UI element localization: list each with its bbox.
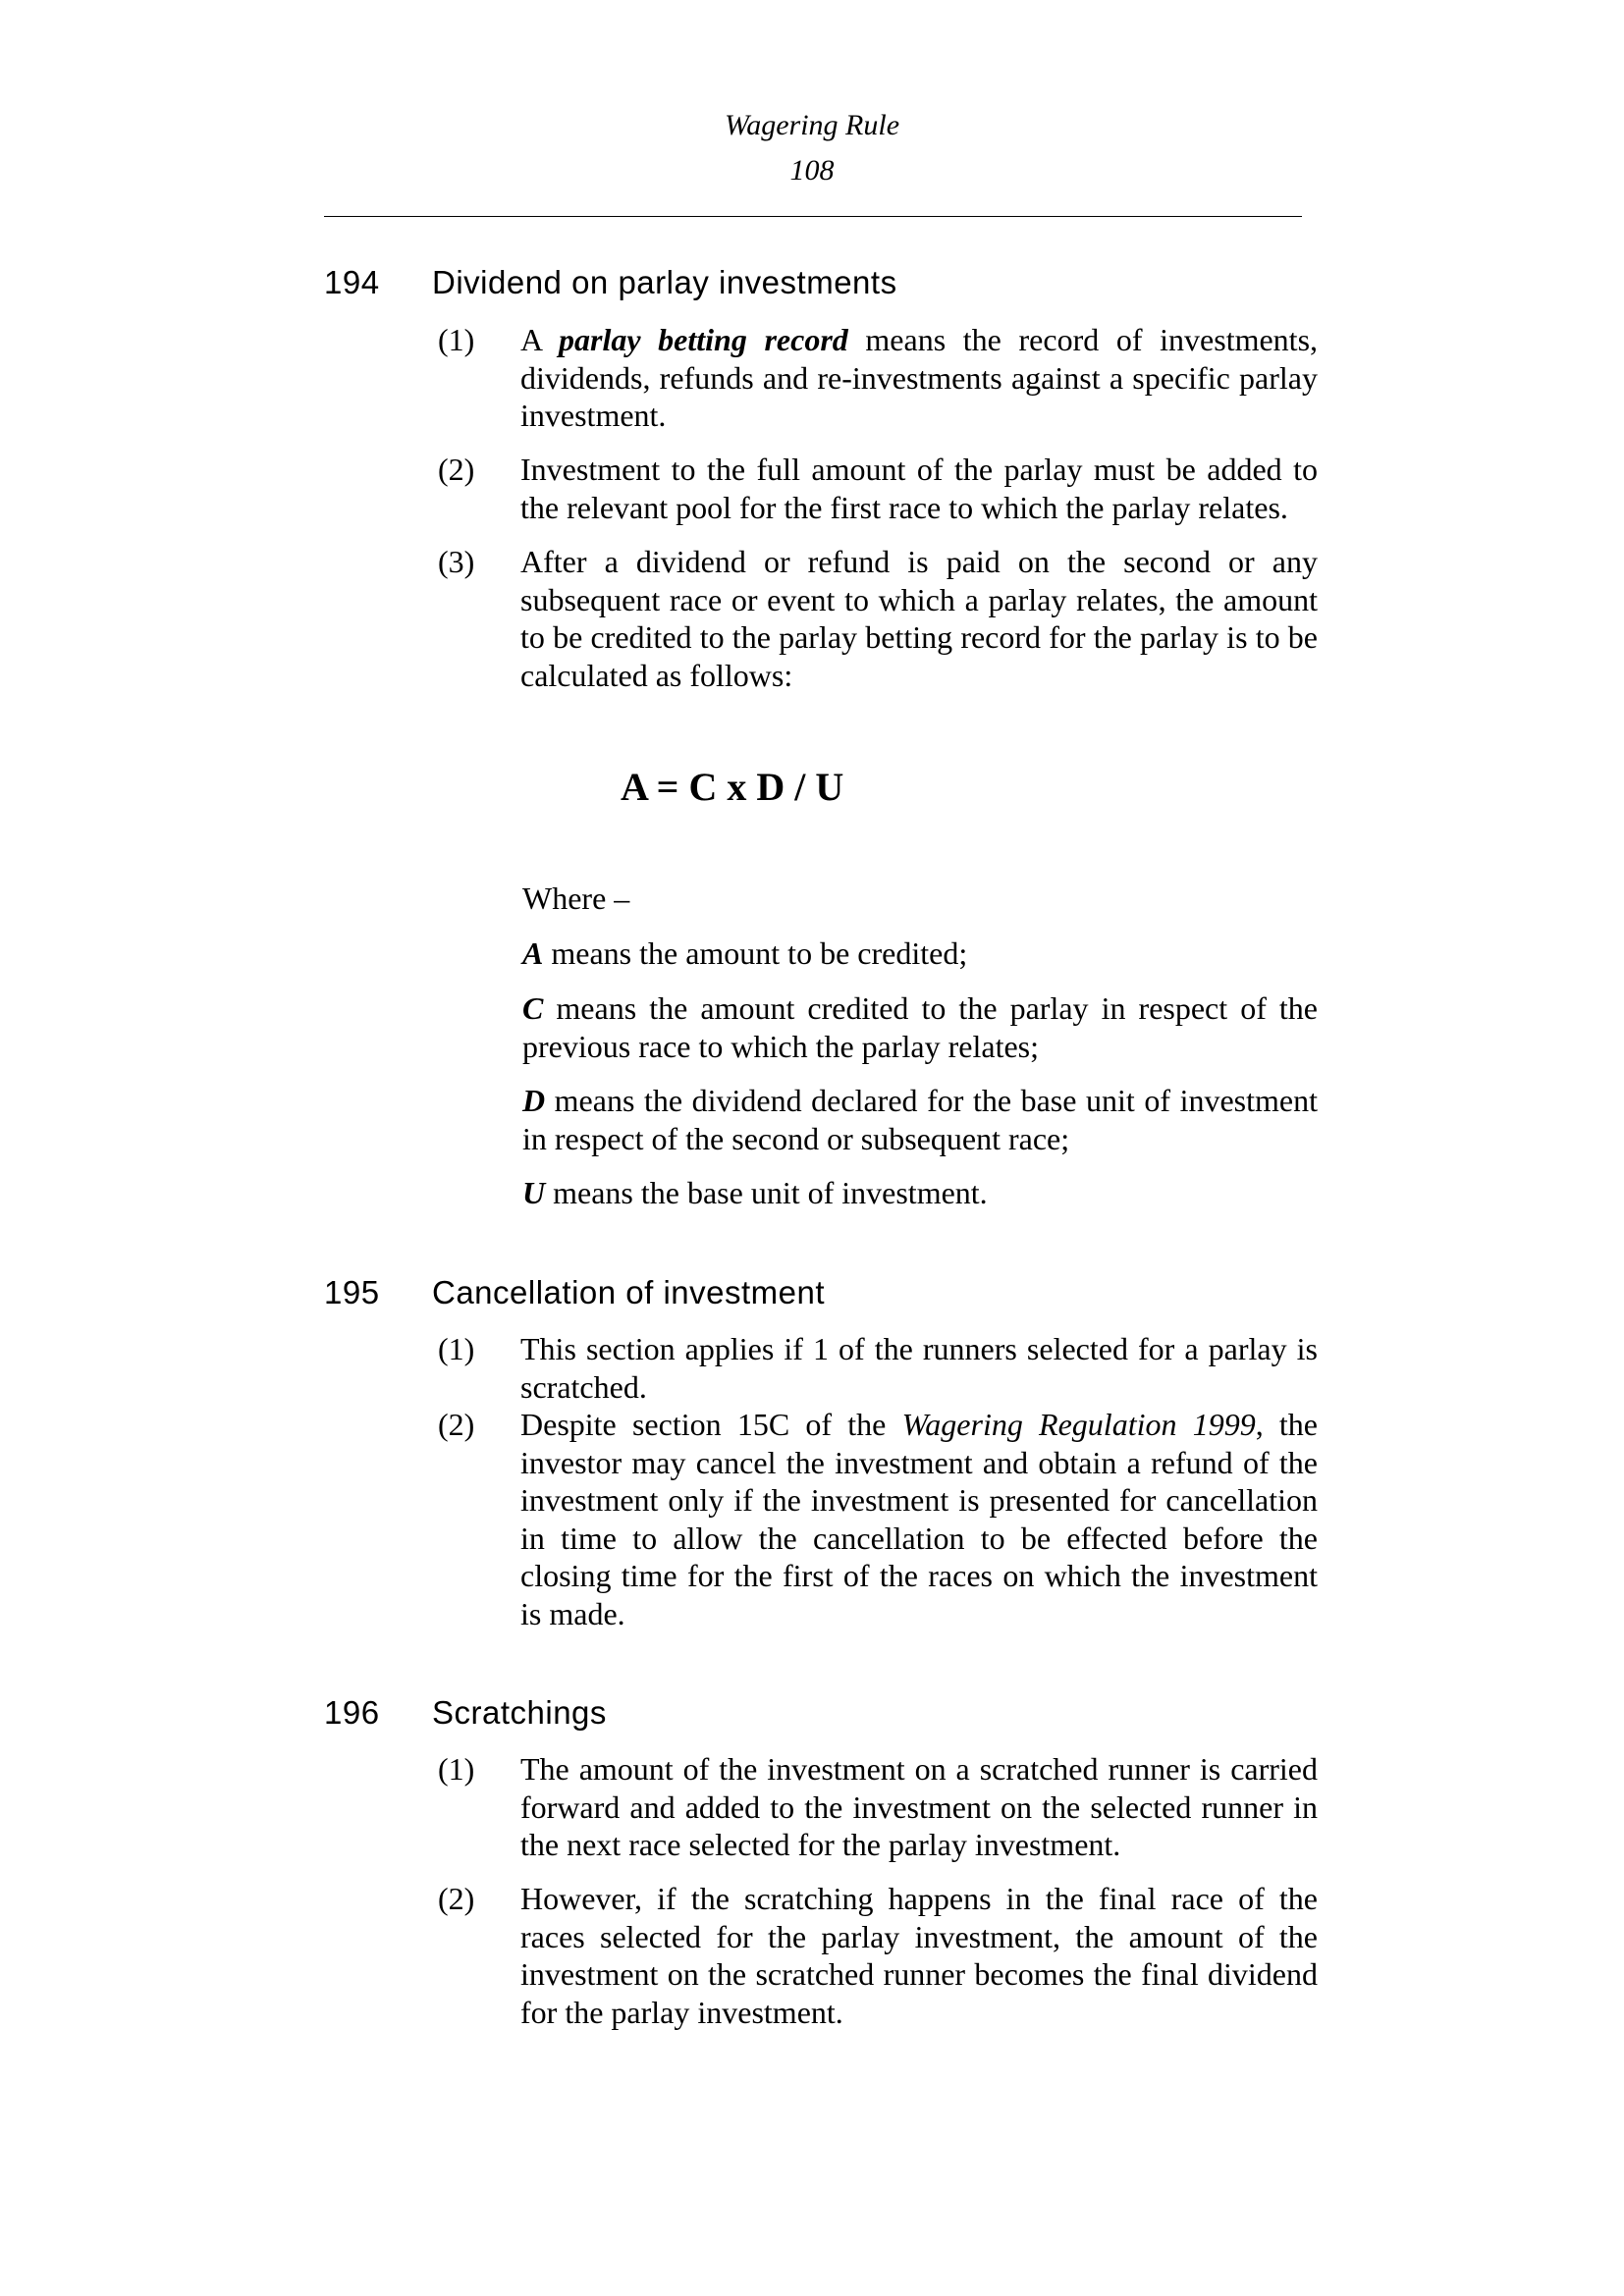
- paragraph-text: Investment to the full amount of the parlay must be added to the relevant pool for the first race to which the parlay relates.: [520, 452, 1318, 525]
- formula: A = C x D / U: [621, 765, 844, 809]
- citation: Wagering Regulation 1999: [901, 1407, 1256, 1442]
- page-number: 108: [789, 154, 835, 187]
- paragraph-number: (3): [438, 544, 475, 579]
- paragraph-195-2: [438, 1406, 1318, 1632]
- definition-text: means the dividend declared for the base unit of investment in respect of the second or subsequent race;: [522, 1083, 1318, 1156]
- definition-c: [522, 989, 1318, 1065]
- text-run: A: [520, 322, 559, 357]
- header-rule: [324, 216, 1302, 217]
- paragraph-number: (2): [438, 1881, 475, 1916]
- section-number: 194: [324, 264, 380, 300]
- paragraph-text: [520, 321, 1318, 435]
- paragraph-text: After a dividend or refund is paid on the second or any subsequent race or event to which a parlay relates, the amount to be credited to the parlay betting record for the parlay is to be calculated as follows:: [520, 544, 1318, 693]
- paragraph-text: The amount of the investment on a scratched runner is carried forward and added to the investment on the selected runner in the next race selected for the parlay investment.: [520, 1751, 1318, 1862]
- section-title: Dividend on parlay investments: [432, 264, 897, 300]
- paragraph-196-2: [438, 1880, 1318, 2031]
- where-label: Where –: [522, 881, 630, 916]
- section-number: 196: [324, 1694, 380, 1731]
- definition-d: [522, 1082, 1318, 1157]
- paragraph-196-1: [438, 1750, 1318, 1864]
- paragraph-number: (1): [438, 322, 475, 357]
- paragraph-194-2: [438, 451, 1318, 526]
- running-head-title: Wagering Rule: [724, 109, 900, 141]
- paragraph-194-1: [438, 321, 1318, 435]
- section-title: Scratchings: [432, 1694, 607, 1731]
- paragraph-194-3: [438, 543, 1318, 694]
- definition-text: means the base unit of investment.: [545, 1175, 988, 1210]
- paragraph-text: However, if the scratching happens in the final race of the races selected for the parlay investment, the amount of the investment on the scratched runner becomes the final dividend for the parlay investment.: [520, 1881, 1318, 2030]
- paragraph-number: (2): [438, 1407, 475, 1442]
- text-run: means the record of investments, dividends, refunds and re-investments against a specific parlay investment.: [520, 322, 1319, 433]
- definition-u: [522, 1174, 1318, 1212]
- paragraph-195-1: [438, 1330, 1318, 1406]
- text-run: Despite section 15C of the: [520, 1407, 902, 1442]
- definition-symbol: U: [522, 1175, 546, 1210]
- definition-a: [522, 934, 1318, 973]
- section-title: Cancellation of investment: [432, 1274, 826, 1310]
- paragraph-text: This section applies if 1 of the runners selected for a parlay is scratched.: [520, 1331, 1318, 1405]
- text-run: , the investor may cancel the investment and obtain a refund of the investment only if the investment is presented for cancellation in time to allow the cancellation to be effected before the closing time for the first of the races on which the investment is made.: [520, 1407, 1319, 1631]
- paragraph-text: [520, 1406, 1318, 1632]
- definition-symbol: A: [522, 935, 544, 971]
- paragraph-number: (2): [438, 452, 475, 487]
- section-number: 195: [324, 1274, 380, 1310]
- paragraph-number: (1): [438, 1751, 475, 1787]
- defined-term: parlay betting record: [558, 322, 848, 357]
- definition-text: means the amount to be credited;: [543, 935, 968, 971]
- definition-text: means the amount credited to the parlay in respect of the previous race to which the parlay relates;: [522, 990, 1318, 1064]
- paragraph-number: (1): [438, 1331, 475, 1366]
- definition-symbol: C: [522, 990, 544, 1026]
- definition-symbol: D: [522, 1083, 546, 1118]
